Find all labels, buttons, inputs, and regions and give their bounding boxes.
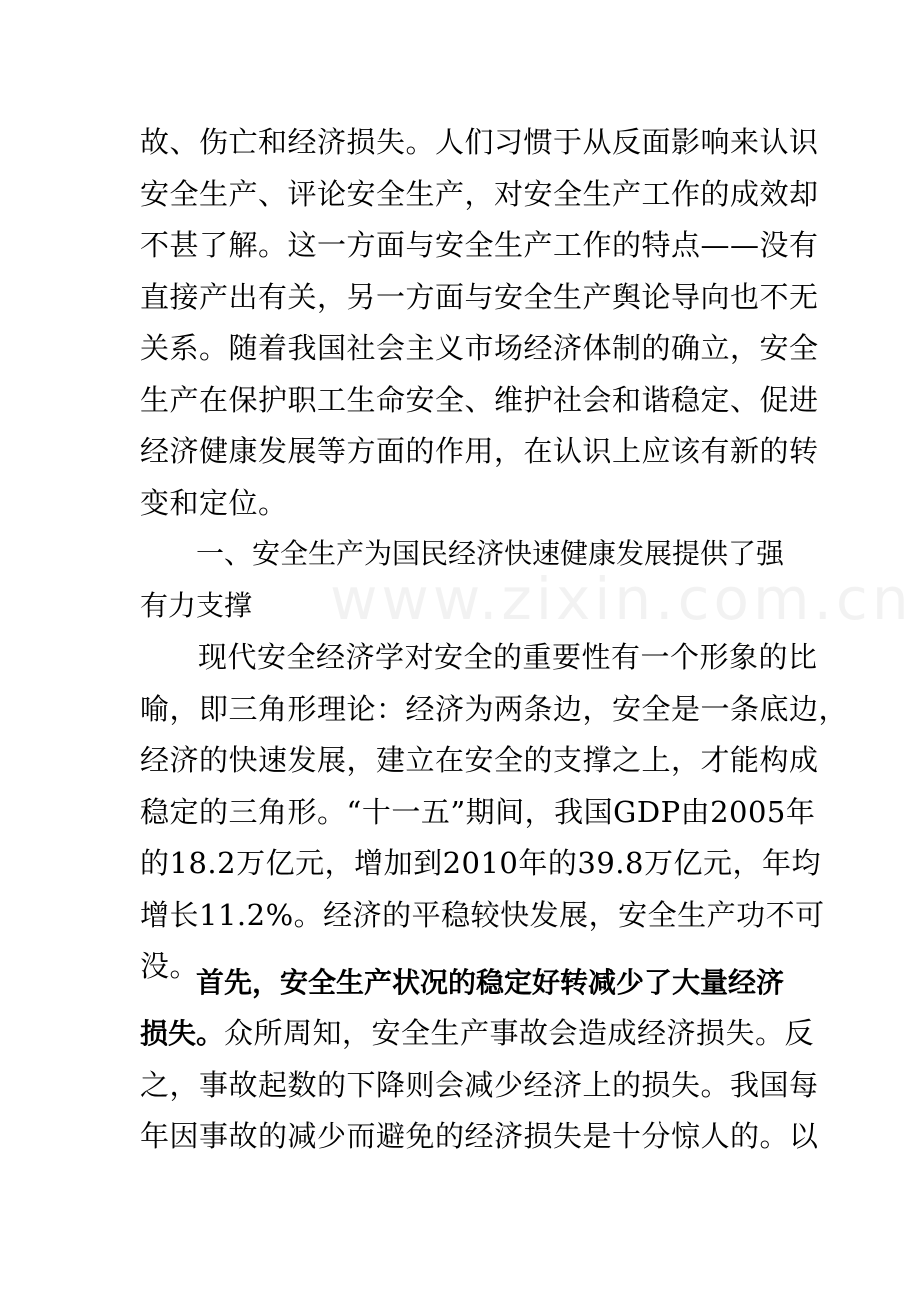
- paragraph-2-line-6: 增长11.2%。经济的平稳较快发展，安全生产功不可: [140, 898, 825, 932]
- paragraph-1-line-3: 不甚了解。这一方面与安全生产工作的特点——没有: [140, 228, 819, 262]
- watermark: www.zixin.com.cn: [330, 565, 913, 633]
- paragraph-3-bold-lead: 首先，安全生产状况的稳定好转减少了大量经济: [196, 966, 785, 999]
- paragraph-3-bold-tail: 损失。: [140, 1017, 225, 1050]
- paragraph-2-line-2: 喻，即三角形理论：经济为两条边，安全是一条底边，: [140, 692, 849, 726]
- paragraph-3-line-4: 年因事故的减少而避免的经济损失是十分惊人的。以: [140, 1119, 819, 1153]
- paragraph-1-line-6: 生产在保护职工生命安全、维护社会和谐稳定、促进: [140, 383, 819, 417]
- paragraph-2-line-4: 稳定的三角形。“十一五”期间，我国GDP由2005年: [140, 795, 816, 829]
- section-heading-line-2: 有力支撑: [140, 589, 253, 622]
- paragraph-1-line-2: 安全生产、评论安全生产，对安全生产工作的成效却: [140, 177, 819, 211]
- paragraph-3-line-3: 之，事故起数的下降则会减少经济上的损失。我国每: [140, 1068, 819, 1102]
- paragraph-3-text: 众所周知，安全生产事故会造成经济损失。反: [224, 1016, 815, 1050]
- paragraph-1-line-7: 经济健康发展等方面的作用，在认识上应该有新的转: [140, 434, 819, 468]
- paragraph-3-line-2: [140, 1007, 815, 1059]
- paragraph-1-line-5: 关系。随着我国社会主义市场经济体制的确立，安全: [140, 331, 819, 365]
- section-heading-line-1: 一、安全生产为国民经济快速健康发展提供了强: [196, 537, 785, 570]
- paragraph-2-line-1: 现代安全经济学对安全的重要性有一个形象的比: [198, 640, 818, 674]
- paragraph-2-line-3: 经济的快速发展，建立在安全的支撑之上，才能构成: [140, 743, 819, 777]
- paragraph-2-line-5: 的18.2万亿元，增加到2010年的39.8万亿元，年均: [140, 846, 821, 880]
- paragraph-1-line-4: 直接产出有关，另一方面与安全生产舆论导向也不无: [140, 280, 819, 314]
- paragraph-1-line-1: 故、伤亡和经济损失。人们习惯于从反面影响来认识: [140, 125, 819, 159]
- paragraph-2-line-7: 没。: [140, 949, 200, 983]
- paragraph-1-line-8: 变和定位。: [140, 486, 288, 520]
